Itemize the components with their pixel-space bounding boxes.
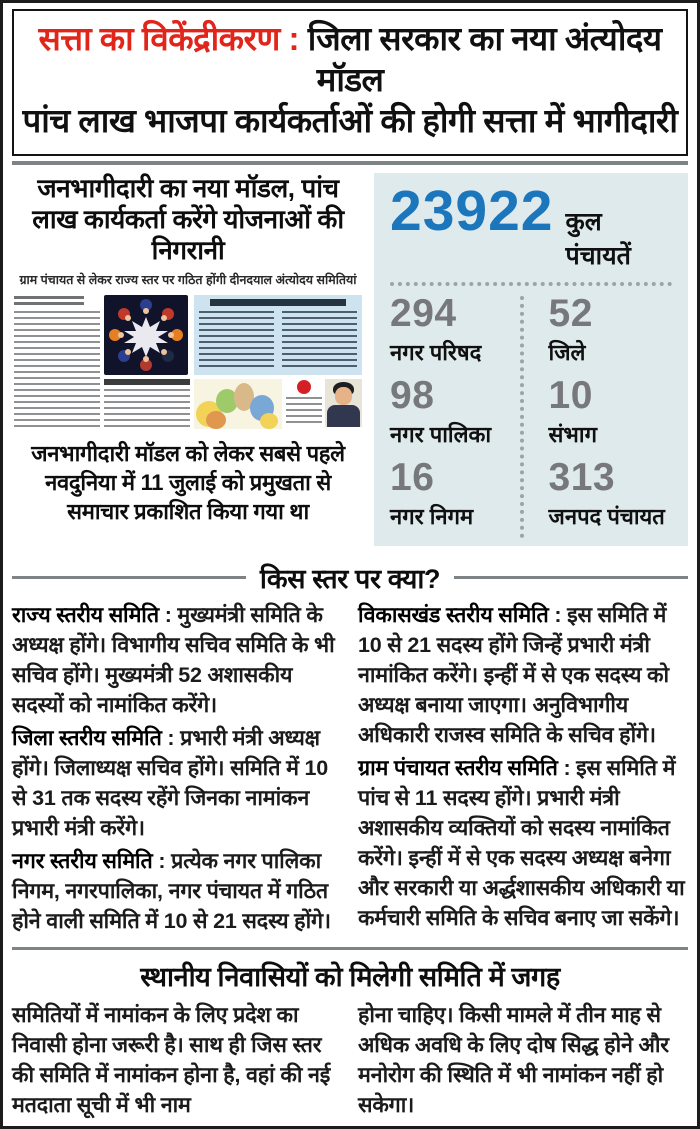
stat-item [523, 455, 672, 531]
article-deck: ग्राम पंचायत से लेकर राज्य स्तर पर गठित होंगी दीनदयाल अंत्योदय समितियां [19, 273, 357, 288]
stat-label: नगर पालिका [390, 421, 492, 447]
stat-value: 16 [390, 455, 435, 499]
masthead-line1 [18, 19, 682, 101]
stat-value: 98 [390, 373, 435, 417]
newspaper-clipping [12, 295, 364, 431]
clipping-panel-headline [210, 299, 346, 306]
para-heading: नगर स्तरीय समिति [12, 849, 153, 874]
stat-value: 294 [390, 291, 457, 335]
committee-para [12, 600, 342, 720]
masthead-headline: जिला सरकार का नया अंत्योदय मॉडल [307, 20, 662, 98]
clipping-mid-lines [104, 389, 190, 427]
stat-total-label: कुल पंचायतें [565, 207, 631, 270]
para-text: : इस समिति में 10 से 21 सदस्य होंगे जिन्हें प्रभारी मंत्री नामांकित करेंगे। इन्हीं में से एक सदस्य को अध्यक्ष बनाया जाएगा। अनुविभागीय अधिकारी राजस्व समिति के सचिव होंगे। [358, 602, 669, 747]
para-heading: विकासखंड स्तरीय समिति [358, 602, 549, 627]
header-line-right [454, 576, 688, 579]
para-heading: राज्य स्तरीय समिति [12, 602, 159, 627]
clipping-panel-col2 [282, 311, 357, 369]
masthead-headline-box [12, 9, 688, 156]
crowd-cartoon-icon [194, 379, 282, 429]
cartoon-blob [206, 411, 226, 429]
stat-label: नगर परिषद [390, 339, 482, 365]
photo-face [335, 387, 352, 405]
clipping-blue-panel [194, 295, 362, 375]
cartoon-blob [260, 413, 278, 429]
committee-para [358, 600, 688, 750]
masthead-line2: पांच लाख भाजपा कार्यकर्ताओं की होगी सत्ता में भागीदारी [22, 101, 678, 139]
committee-para [358, 753, 688, 934]
clipping-mid-lead [104, 379, 190, 385]
clipping-panel-col1 [199, 311, 274, 369]
levels-section-title: किस स्तर पर क्या? [259, 563, 441, 594]
stat-label: संभाग [548, 421, 597, 447]
stat-item [523, 373, 672, 449]
committee-para [12, 723, 342, 843]
naidunia-logo-icon [286, 379, 322, 429]
stat-label: जिले [548, 339, 586, 365]
logo-caption-lines [286, 397, 322, 427]
article-column [12, 173, 364, 546]
stat-value: 313 [548, 455, 616, 499]
stats-panel [374, 173, 688, 546]
stats-grid [390, 291, 672, 540]
main-row [12, 173, 688, 546]
levels-columns [12, 600, 688, 940]
stat-item [523, 291, 672, 367]
para-heading: जिला स्तरीय समिति [12, 725, 162, 750]
stat-value: 10 [548, 373, 593, 417]
para-text: : मुख्यमंत्री समिति के अध्यक्ष होंगे। विभागीय सचिव समिति के भी सचिव होंगे। मुख्यमंत्री 52 अशासकीय सदस्यों को नामांकित करेंगे। [12, 602, 335, 717]
residents-right-column: होना चाहिए। किसी मामले में तीन माह से अधिक अवधि के लिए दोष सिद्ध होने और मनोरोग की स्थिति में भी नामांकन नहीं हो सकेगा। [358, 1002, 669, 1117]
clipping-panel-columns [199, 311, 357, 369]
people-circle-starburst-icon [104, 295, 188, 375]
levels-section-header [12, 559, 688, 596]
header-line-left [12, 576, 246, 579]
apple-logo-icon [297, 380, 311, 394]
residents-divider [12, 947, 688, 950]
para-heading: ग्राम पंचायत स्तरीय समिति [358, 756, 558, 780]
stat-item [390, 455, 523, 531]
article-headline: जनभागीदारी का नया मॉडल, पांच लाख कार्यकर्ता करेंगे योजनाओं की निगरानी [32, 172, 344, 266]
residents-columns [12, 1000, 688, 1120]
para-text: : प्रत्येक नगर पालिका निगम, नगरपालिका, नगर पंचायत में गठित होने वाली समिति में 10 से 21 सदस्य होंगे। [12, 849, 331, 934]
photo-body [327, 405, 360, 427]
stats-dotted-divider [390, 282, 672, 286]
committee-para [12, 846, 342, 936]
stat-total [390, 178, 672, 272]
para-text: : प्रभारी मंत्री अध्यक्ष होंगे। जिलाध्यक्ष सचिव होंगे। समिति में 10 से 31 तक सदस्य रहेंगे जिनका नामांकन प्रभारी मंत्री करेंगे। [12, 725, 329, 841]
residents-left-column: समितियों में नामांकन के लिए प्रदेश का निवासी होना जरूरी है। साथ ही जिस स्तर की समिति में नामांकन होना है, वहां की नई मतदाता सूची में भी नाम [12, 1002, 331, 1117]
stat-total-value: 23922 [390, 178, 554, 243]
masthead-divider [12, 161, 688, 165]
residents-title: स्थानीय निवासियों को मिलेगी समिति में जगह [140, 961, 560, 992]
masthead-kicker: सत्ता का विकेंद्रीकरण : [38, 20, 308, 57]
clipping-mid-text [104, 379, 190, 429]
stat-label: जनपद पंचायत [548, 503, 665, 529]
starburst-illustration [104, 295, 188, 375]
clipping-byline [14, 296, 84, 305]
stat-item [390, 291, 523, 367]
levels-left-column [12, 600, 342, 940]
para-text: : इस समिति में पांच से 11 सदस्य होंगे। प्रभारी मंत्री अशासकीय व्यक्तियों को सदस्य नामांकित करेंगे। इन्हीं में से एक सदस्य अध्यक्ष बनेगा और सरकारी या अर्द्धशासकीय अधिकारी या कर्मचारी समिति के सचिव बनाए जा सकेंगे। [358, 756, 685, 931]
stat-item [390, 373, 523, 449]
stat-label: नगर निगम [390, 503, 474, 529]
politician-photo [325, 379, 362, 427]
clipping-text-column [14, 311, 100, 429]
article-caption: जनभागीदारी मॉडल को लेकर सबसे पहले नवदुनिया में 11 जुलाई को प्रमुखता से समाचार प्रकाशित किया गया था [31, 441, 345, 525]
levels-right-column [358, 600, 688, 940]
stat-value: 52 [548, 291, 593, 335]
